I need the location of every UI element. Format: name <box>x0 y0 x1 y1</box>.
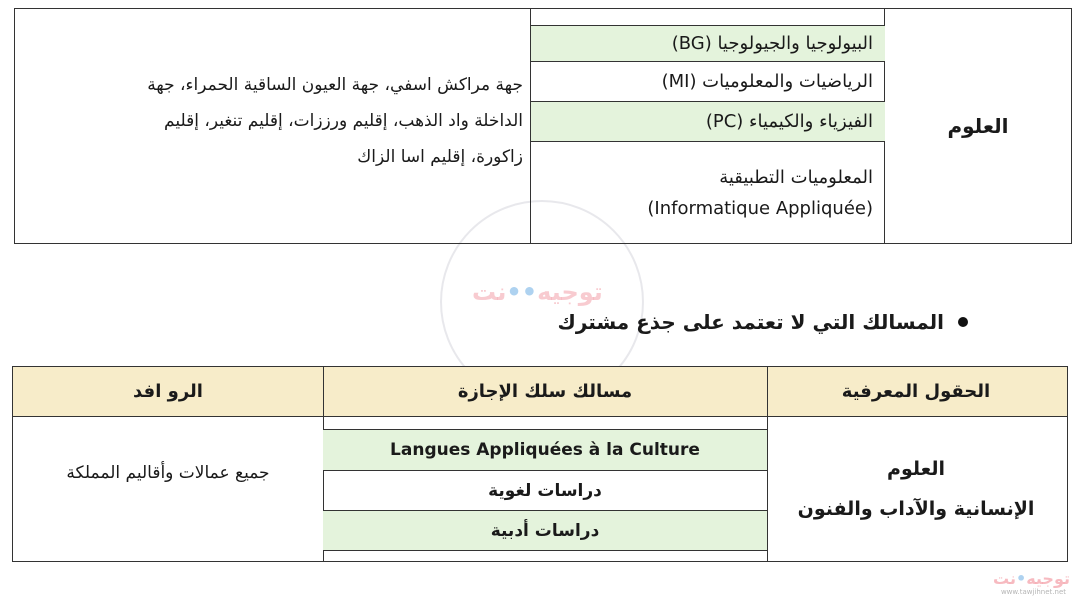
header-tributaries: الرو افد <box>13 367 323 417</box>
humanities-table <box>12 366 1068 562</box>
heading-text: المسالك التي لا تعتمد على جذع مشترك <box>557 310 944 334</box>
regions-cell <box>15 9 533 175</box>
corner-url: www.tawjihnet.net <box>1000 588 1066 596</box>
domain-line: الإنسانية والآداب والفنون <box>797 498 1035 520</box>
sciences-table <box>14 8 1072 244</box>
track-row: Langues Appliquées à la Culture <box>323 429 767 471</box>
section-heading <box>558 310 968 334</box>
tracks-column <box>530 9 885 243</box>
bullet-icon <box>958 317 968 327</box>
track-row: البيولوجيا والجيولوجيا (BG) <box>531 25 885 62</box>
track-row: الرياضيات والمعلوميات (MI) <box>531 62 885 102</box>
header-fields: الحقول المعرفية <box>765 367 1067 417</box>
domain-line: العلوم <box>887 458 945 480</box>
track-row <box>531 142 885 243</box>
regions-cell: جميع عمالات وأقاليم المملكة <box>66 463 270 483</box>
region-line: الداخلة واد الذهب، إقليم ورززات، إقليم تنغير، إقليم <box>164 111 523 131</box>
region-line: زاكورة، إقليم اسا الزاك <box>357 147 523 167</box>
track-row: دراسات لغوية <box>323 471 767 511</box>
track-row: الفيزياء والكيمياء (PC) <box>531 102 885 142</box>
corner-logo: توجيه•نت <box>993 569 1070 588</box>
track-label-fr: (Informatique Appliquée) <box>647 197 873 219</box>
domain-cell <box>765 417 1067 561</box>
header-tracks: مسالك سلك الإجازة <box>323 367 767 417</box>
track-row: دراسات أدبية <box>323 511 767 551</box>
watermark-logo: توجيه••نت <box>472 278 603 306</box>
track-label-ar: المعلوميات التطبيقية <box>719 166 873 188</box>
region-line: جهة مراكش اسفي، جهة العيون الساقية الحمراء، جهة <box>147 75 523 95</box>
field-cell: العلوم <box>884 9 1071 243</box>
